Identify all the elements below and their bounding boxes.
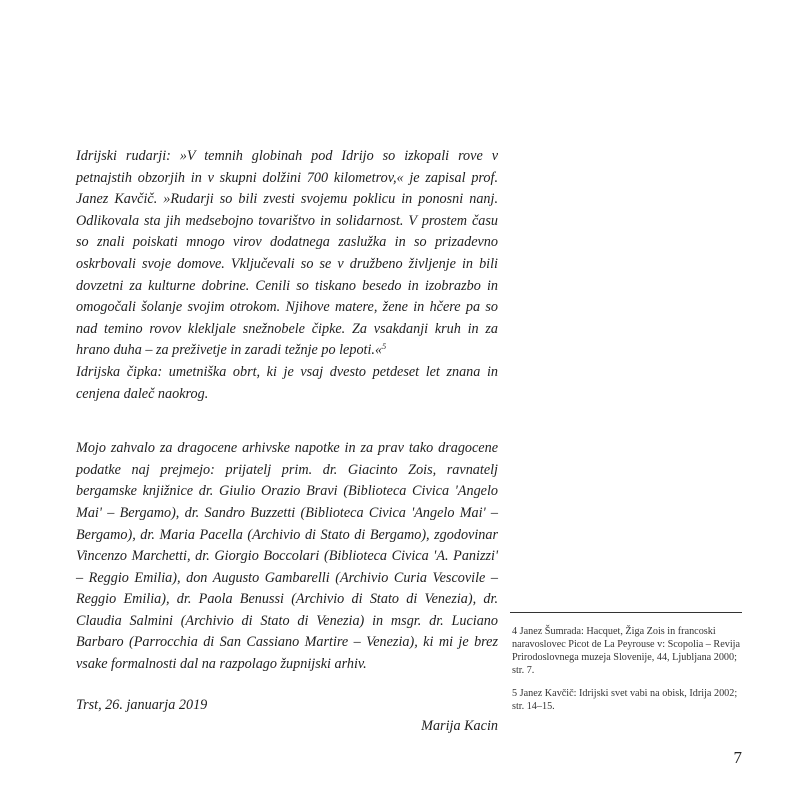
paragraph-idrija-miners xyxy=(76,146,498,362)
signature: Marija Kacin xyxy=(421,718,498,735)
footnote-divider xyxy=(510,612,742,613)
footnote-5: 5 Janez Kavčič: Idrijski svet vabi na obisk, Idrija 2002; str. 14–15. xyxy=(512,688,738,712)
place-date: Trst, 26. januarja 2019 xyxy=(76,696,208,713)
paragraph-idrija-miners-text: Idrijski rudarji: »V temnih globinah pod Idrijo so izkopali rove v petnajstih obzorjih in v skupni dolžini 700 kilometrov,« je zapisal prof. Janez Kavčič. »Rudarji so bili zvesti svojemu poklicu in ponosni nanj. Odlikovala sta jih medsebojno tovarištvo in solidarnost. V prostem času so znali poiskati mnogo virov dodatnega zaslužka in so prizadevno oskrbovali svoje domove. Vključevali so se v družbeno življenje in bili dovzetni za kulturne dobrine. Cenili so tiskano besedo in izobrazbo in omogočali šolanje svojim otrokom. Njihove matere, žene in hčere pa so nad temino rovov klekljale snežnobele čipke. Za vsakdanji kruh in za hrano duha – za preživetje in zaradi težnje po lepoti.« xyxy=(76,148,498,359)
footnote-4: 4 Janez Šumrada: Hacquet, Žiga Zois in francoski naravoslovec Picot de La Peyrouse v: Scopolia – Revija Prirodoslovnega muzeja Slovenije, 44, Ljubljana 2000; str. 7. xyxy=(512,626,741,676)
footnotes xyxy=(512,625,748,723)
main-text xyxy=(76,146,498,738)
footnote-ref-5: 5 xyxy=(382,342,387,352)
paragraph-spacer xyxy=(76,676,498,695)
paragraph-idrija-lace: Idrijska čipka: umetniška obrt, ki je vsaj dvesto petdeset let znana in cenjena daleč naokrog. xyxy=(76,363,498,402)
paragraph-acknowledgements: Mojo zahvalo za dragocene arhivske napotke in za prav tako dragocene podatke naj prejmejo: prijatelj prim. dr. Giacinto Zois, ravnatelj bergamske knjižnice dr. Giulio Orazio Bravi (Biblioteca Civica 'Angelo Mai' – Bergamo), dr. Sandro Buzzetti (Biblioteca Civica 'Angelo Mai' – Bergamo), dr. Maria Pacella (Archivio di Stato di Bergamo), zgodovinar Vincenzo Marchetti, dr. Giorgio Boccolari (Biblioteca Civica 'A. Panizzi' – Reggio Emilia), don Augusto Gambarelli (Archivio Curia Vescovile – Reggio Emilia), dr. Paola Benussi (Archivio di Stato di Venezia), dr. Claudia Salmini (Archivio di Stato di Venezia) in msgr. dr. Luciano Barbaro (Parrocchia di San Cassiano Martire – Venezia), ki mi je brez vsake formalnosti dal na razpolago župnijski arhiv. xyxy=(76,440,498,673)
page-number: 7 xyxy=(733,748,742,767)
paragraph-spacer xyxy=(76,405,498,438)
